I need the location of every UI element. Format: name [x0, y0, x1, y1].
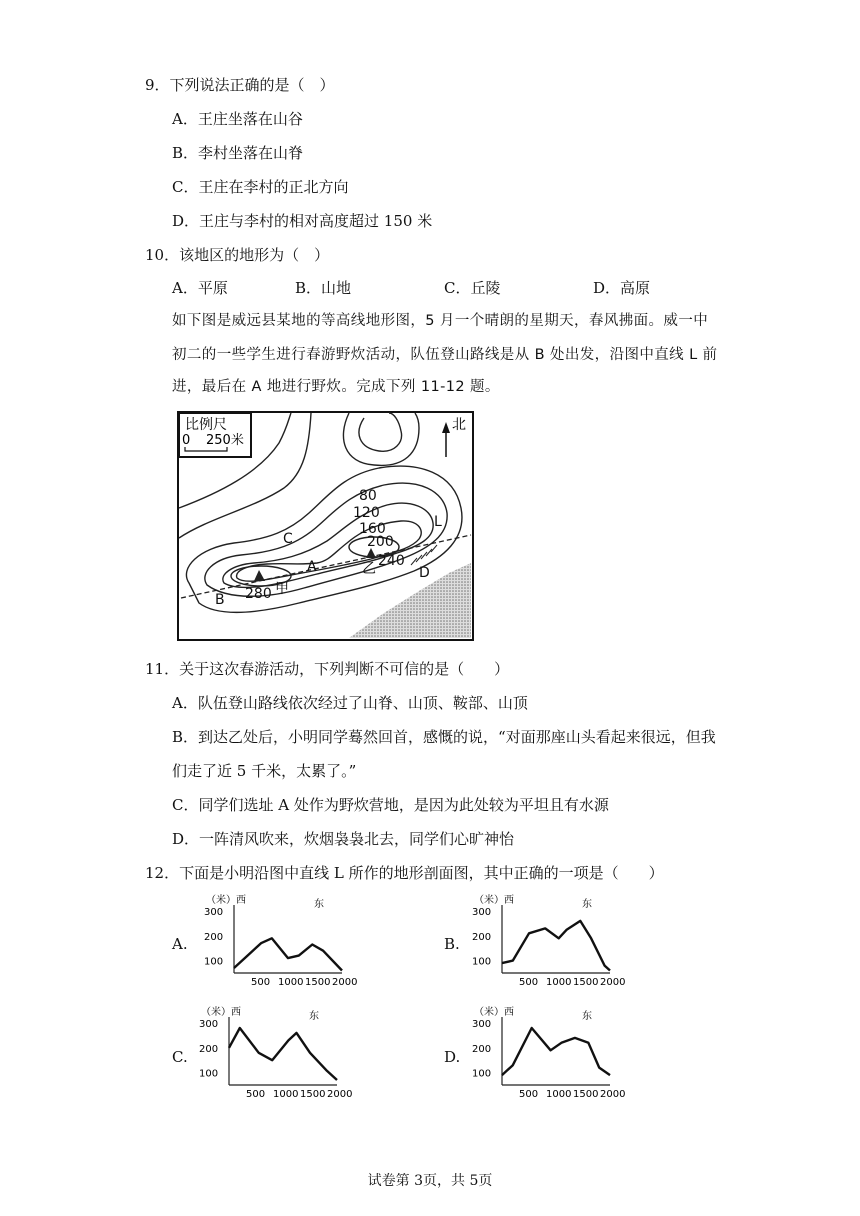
q10-option-b: B．山地	[295, 279, 352, 297]
q11-stem: 11．关于这次春游活动，下列判断不可信的是（ ）	[145, 660, 510, 678]
chart-a-option: A.	[172, 935, 188, 953]
contour-map-svg	[179, 413, 471, 638]
q9-option-d: D．王庄与李村的相对高度超过 150 米	[172, 212, 433, 230]
contour-160	[223, 503, 433, 587]
passage-line-3: 进，最后在 A 地进行野炊。完成下列 11-12 题。	[172, 379, 500, 395]
scale-value: 250米	[206, 433, 244, 448]
point-b: B	[215, 592, 225, 608]
x-tick-label: 2000	[600, 1089, 626, 1100]
q11-option-d: D．一阵清风吹来，炊烟袅袅北去，同学们心旷神怡	[172, 830, 515, 848]
page-footer: 试卷第 3页，共 5页	[367, 1173, 493, 1189]
q9-option-c: C．王庄在李村的正北方向	[172, 178, 349, 196]
profile-series-line	[502, 921, 610, 971]
y-tick-label: 100	[472, 956, 492, 968]
x-tick-label: 1500	[300, 1089, 326, 1100]
q11-option-b-cont: 们走了近 5 千米，太累了。”	[172, 762, 357, 780]
chart-c-option: C.	[172, 1048, 188, 1066]
y-tick-label: 300	[472, 1019, 492, 1030]
profile-chart-d	[468, 1005, 626, 1100]
y-tick-label: 200	[472, 931, 492, 943]
east-label: 东	[309, 1011, 319, 1022]
q10-option-d: D．高原	[593, 279, 651, 297]
x-tick-label: 1000	[546, 1089, 572, 1100]
point-c: C	[283, 531, 293, 547]
x-tick-label: 1500	[573, 977, 599, 988]
x-tick-label: 1500	[573, 1089, 599, 1100]
x-tick-label: 2000	[600, 977, 626, 988]
contour-120	[205, 483, 447, 596]
q10-option-a: A．平原	[172, 279, 228, 297]
contour-label-160: 160	[359, 521, 386, 537]
y-tick-label: 100	[472, 1068, 492, 1080]
x-tick-label: 1000	[273, 1089, 299, 1100]
east-label: 东	[314, 899, 324, 910]
q9-option-a: A．王庄坐落在山谷	[172, 110, 303, 128]
profile-chart-a	[200, 893, 358, 988]
point-a: A	[307, 559, 317, 575]
profile-chart-c	[195, 1005, 353, 1100]
y-unit-label: （米）西	[206, 895, 246, 906]
east-label: 东	[582, 1011, 592, 1022]
y-unit-label: （米）西	[474, 895, 514, 906]
q10-stem: 10．该地区的地形为（ ）	[145, 246, 330, 264]
point-d: D	[419, 565, 430, 581]
point-jia: 甲	[275, 581, 289, 597]
contour-top	[359, 413, 402, 451]
q11-option-c: C．同学们选址 A 处作为野炊营地，是因为此处较为平坦且有水源	[172, 796, 609, 814]
x-tick-label: 500	[519, 1089, 539, 1100]
contour-label-240: 240	[378, 553, 405, 569]
q9-option-b: B．李村坐落在山脊	[172, 144, 304, 162]
north-arrowhead	[442, 422, 450, 433]
chart-b-option: B.	[444, 935, 460, 953]
x-tick-label: 500	[246, 1089, 266, 1100]
y-tick-label: 300	[472, 907, 492, 918]
point-l: L	[434, 514, 442, 530]
y-unit-label: （米）西	[474, 1007, 514, 1018]
x-tick-label: 1000	[278, 977, 304, 988]
q9-stem: 9．下列说法正确的是（ ）	[145, 76, 335, 94]
y-tick-label: 200	[199, 1043, 219, 1055]
q11-option-b: B．到达乙处后，小明同学蓦然回首，感慨的说，“对面那座山头看起来很远，但我	[172, 728, 716, 746]
y-unit-label: （米）西	[201, 1007, 241, 1018]
x-tick-label: 2000	[332, 977, 358, 988]
y-tick-label: 100	[204, 956, 224, 968]
x-tick-label: 500	[519, 977, 539, 988]
scale-zero: 0	[182, 433, 191, 448]
y-tick-label: 300	[199, 1019, 219, 1030]
q10-option-c: C．丘陵	[444, 279, 501, 297]
contour-label-120: 120	[353, 505, 380, 521]
profile-chart-b	[468, 893, 626, 988]
profile-series-line	[502, 1028, 610, 1075]
x-tick-label: 2000	[327, 1089, 353, 1100]
profile-series-line	[234, 938, 342, 970]
q12-stem: 12．下面是小明沿图中直线 L 所作的地形剖面图，其中正确的一项是（ ）	[145, 864, 664, 882]
chart-d-option: D.	[444, 1048, 461, 1066]
contour-top-outer	[343, 413, 419, 465]
y-tick-label: 100	[199, 1068, 219, 1080]
y-tick-label: 200	[204, 931, 224, 943]
y-tick-label: 200	[472, 1043, 492, 1055]
q11-option-a: A．队伍登山路线依次经过了山脊、山顶、鞍部、山顶	[172, 694, 528, 712]
x-tick-label: 1500	[305, 977, 331, 988]
peak-jia-icon	[254, 570, 265, 581]
contour-label-200: 200	[367, 534, 394, 550]
y-tick-label: 300	[204, 907, 224, 918]
contour-map	[177, 411, 474, 641]
contour-label-80: 80	[359, 488, 377, 504]
scale-title: 比例尺	[185, 417, 227, 433]
passage-line-2: 初二的一些学生进行春游野炊活动，队伍登山路线是从 B 处出发，沿图中直线 L 前	[172, 347, 718, 363]
passage-line-1: 如下图是威远县某地的等高线地形图，5 月一个晴朗的星期天，春风拂面。威一中	[172, 313, 709, 329]
contour-label-280: 280	[245, 586, 272, 602]
north-label: 北	[452, 417, 466, 433]
x-tick-label: 500	[251, 977, 271, 988]
east-label: 东	[582, 899, 592, 910]
profile-series-line	[229, 1028, 337, 1080]
point-yi: 乙	[362, 561, 376, 577]
x-tick-label: 1000	[546, 977, 572, 988]
